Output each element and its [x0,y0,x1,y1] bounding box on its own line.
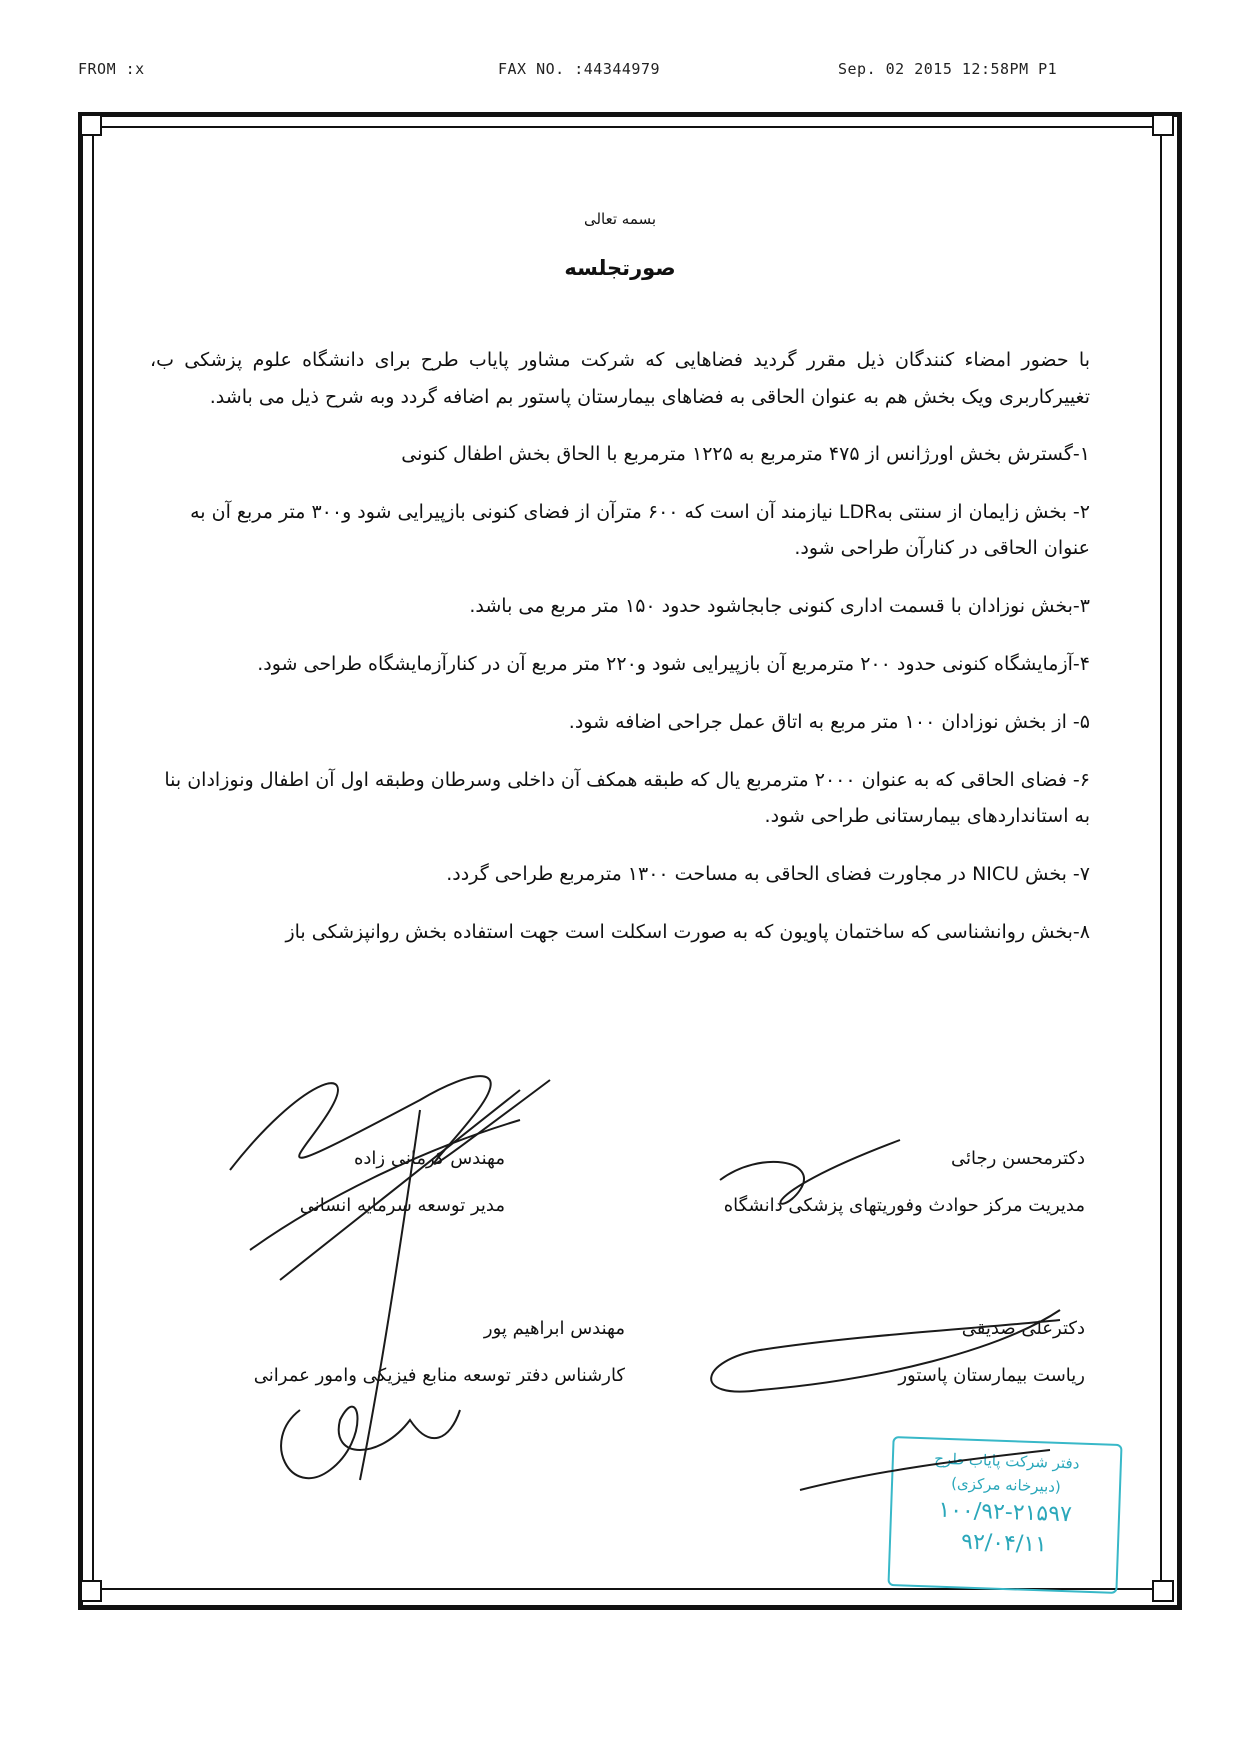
fax-header-from: FROM :x [78,60,145,78]
signatory-role: مدیریت مرکز حوادث وفوریتهای پزشکی دانشگاه [723,1195,1085,1216]
list-item: ۴-آزمایشگاه کنونی حدود ۲۰۰ مترمربع آن بازپیرایی شود و۲۲۰ متر مربع آن در کنارآزمایشگاه طراحی شود. [257,653,1090,675]
page-title: صورتجلسه [564,256,676,280]
stamp-line: دفتر شرکت پایاب طرح [934,1449,1080,1473]
intro-paragraph: با حضور امضاء کنندگان ذیل مقرر گردید فضاهایی که شرکت مشاور پایاب طرح برای دانشگاه علوم پزشکی ب، تغییرکاربری ویک بخش هم به عنوان الحاقی به فضاهای بیمارستان پاستور بم اضافه گردد وبه شرح ذیل می باشد. [150,349,1090,408]
signatory-siddighi [898,1318,1085,1386]
list-item: ۸-بخش روانشناسی که ساختمان پاویون که به صورت اسکلت است جهت استفاده بخش روانپزشکی باز [285,921,1090,943]
list-item: ۳-بخش نوزادان با قسمت اداری کنونی جابجاشود حدود ۱۵۰ متر مربع می باشد. [469,595,1090,617]
signatory-ebrahimpour [254,1318,625,1386]
stamp-date: ۹۲/۰۴/۱۱ [960,1529,1048,1558]
list-item: ۵- از بخش نوزادان ۱۰۰ متر مربع به اتاق عمل جراحی اضافه شود. [568,711,1090,733]
signatory-name: مهندس کرمانی زاده [353,1148,505,1169]
list-item: ۲- بخش زایمان از سنتی بهLDR نیازمند آن است که ۶۰۰ مترآن از فضای کنونی بازپیرایی شود و۳۰۰ متر مربع آن به عنوان الحاقی در کنارآن طراحی شود. [190,501,1090,559]
signatory-role: مدیر توسعه سرمایه انسانی [299,1195,505,1216]
signatory-name: دکترعلی صدیقی [961,1318,1085,1339]
stamp-line: (دبیرخانه مرکزی) [950,1474,1062,1496]
stamp-number: ۱۰۰/۹۲-۲۱۵۹۷ [937,1497,1073,1528]
signatory-name: دکترمحسن رجائی [950,1148,1085,1169]
border-corner [80,114,102,136]
signatory-role: ریاست بیمارستان پاستور [898,1365,1085,1386]
signatory-name: مهندس ابراهیم پور [483,1318,625,1339]
invocation: بسمه تعالی [583,210,657,228]
fax-header-number: FAX NO. :44344979 [498,60,661,78]
signatory-rajaei [724,1148,1085,1216]
list-item: ۶- فضای الحاقی که به عنوان ۲۰۰۰ مترمربع یال که طبقه همکف آن داخلی وسرطان وطبقه اول آن اطفال ونوزادان بنا به استانداردهای بیمارستانی طراحی شود. [164,769,1090,827]
border-corner [80,1580,102,1602]
list-item: ۷- بخش NICU در مجاورت فضای الحاقی به مساحت ۱۳۰۰ مترمربع طراحی گردد. [446,863,1090,885]
document-body [150,210,1090,972]
signatory-kermani [300,1148,505,1216]
fax-header-date: Sep. 02 2015 12:58PM P1 [838,60,1058,78]
list-item: ۱-گسترش بخش اورژانس از ۴۷۵ مترمربع به ۱۲۲۵ مترمربع با الحاق بخش اطفال کنونی [401,443,1090,465]
company-stamp [887,1436,1122,1594]
border-corner [1152,1580,1174,1602]
signatory-role: کارشناس دفتر توسعه منابع فیزیکی وامور عمرانی [253,1365,625,1386]
border-corner [1152,114,1174,136]
